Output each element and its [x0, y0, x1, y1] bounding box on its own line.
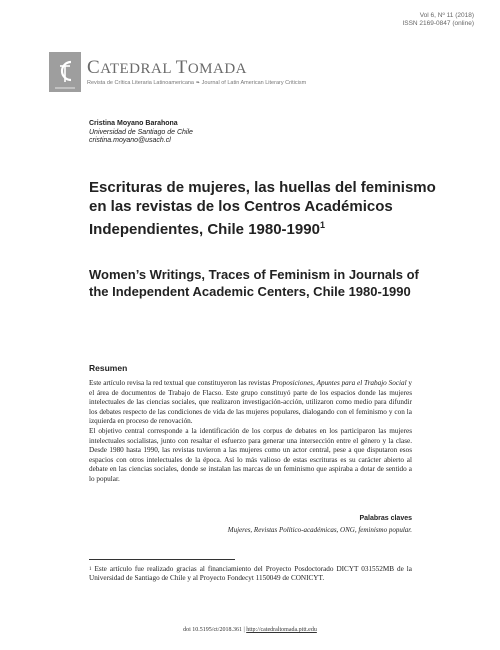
volume-line: Vol 6, Nº 11 (2018) [419, 12, 474, 19]
journal-masthead [49, 54, 306, 92]
volume-info [402, 12, 474, 28]
journal-name: CATEDRAL TOMADA [87, 57, 247, 78]
abstract-heading: Resumen [89, 363, 128, 373]
doi-text: doi 10.5195/ct/2018.361 [183, 627, 242, 633]
author-block [89, 120, 193, 146]
article-title-spanish: Escrituras de mujeres, las huellas del feminismo en las revistas de los Centros Académicos Independientes, Chile 1980-1990$^1$ [89, 179, 436, 238]
journal-subtitle: Revista de Crítica Literaria Latinoamericana ❧ Journal of Latin American Literary Criticism [87, 80, 307, 86]
footnote-divider [89, 559, 235, 560]
journal-url-link[interactable]: http://catedraltomada.pitt.edu [246, 627, 317, 633]
abstract-paragraph-1: Este artículo revisa la red textual que constituyeron las revistas Proposiciones, Apuntes para el Trabajo Social y el área de documentos de Trabajo de Flacso. Este grupo constituyó parte de los espacios donde las mujeres intelectuales de las ciencias sociales, que realizaron investigación-acción, utilizaron como medio para difundir los debates respecto de las condiciones de vida de las mujeres populares, dialogando con el feminismo y con la izquierda en proceso de renovación. [89, 379, 412, 426]
keywords-heading: Palabras claves [359, 515, 412, 522]
footnote [89, 565, 412, 584]
footnote-text: Este artículo fue realizado gracias al financiamiento del Proyecto Posdoctorado DICYT 031552MB de la Universidad de Santiago de Chile y al Proyecto Fondecyt 1150049 de CONICYT. [89, 565, 412, 583]
title-footnote-marker: 1 [319, 220, 325, 230]
author-affiliation: Universidad de Santiago de Chile [89, 128, 193, 136]
article-title-english: Women’s Writings, Traces of Feminism in Journals of the Independent Academic Centers, Chile 1980-1990 [89, 267, 419, 299]
author-name: Cristina Moyano Barahona [89, 120, 178, 127]
journal-logo [49, 52, 81, 92]
page-footer: doi 10.5195/ct/2018.361 | http://catedraltomada.pitt.edu [183, 627, 317, 633]
abstract-body [89, 379, 412, 485]
footnote-marker: 1 [89, 567, 92, 572]
author-email: cristina.moyano@usach.cl [89, 137, 171, 144]
abstract-paragraph-2: El objetivo central corresponde a la identificación de los corpus de debates en los participaron las mujeres intelectuales socialistas, junto con resaltar el esfuerzo para generar una intersección entre el género y la clase. Desde 1980 hasta 1990, las revistas tuvieron a las mujeres como un actor central, pese a que disputaron esos espacios con otros intelectuales de la época. Así lo más valioso de estas escrituras es su carácter abierto al debate en las ciencias sociales, donde se instalan las marcas de un feminismo que aspiraba a dotar de sentido a lo popular. [89, 426, 412, 483]
issn-line: ISSN 2169-0847 (online) [402, 20, 474, 27]
keywords-list: Mujeres, Revistas Político-académicas, ONG, feminismo popular. [227, 526, 412, 534]
